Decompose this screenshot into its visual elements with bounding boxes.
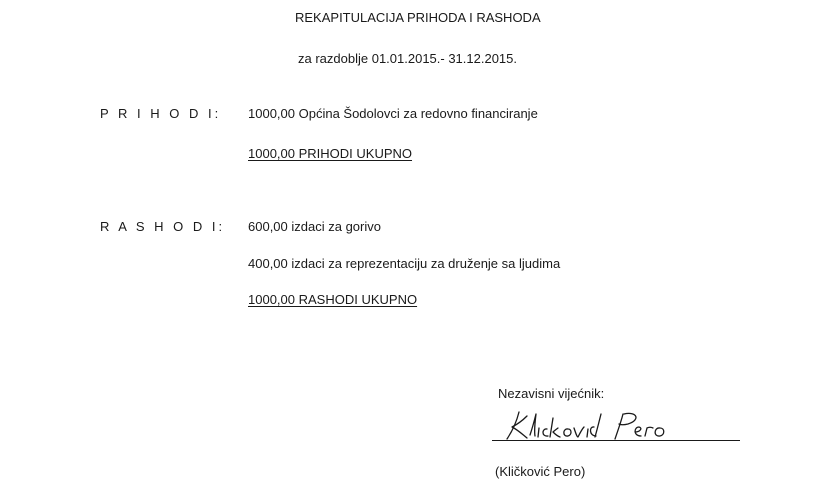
income-item-1: 1000,00 Općina Šodolovci za redovno financiranje [248, 106, 538, 121]
expenses-total: 1000,00 RASHODI UKUPNO [248, 292, 418, 307]
signature-role: Nezavisni vijećnik: [498, 386, 605, 401]
handwritten-signature [497, 408, 687, 442]
income-total: 1000,00 PRIHODI UKUPNO [248, 146, 413, 161]
document-period: za razdoblje 01.01.2015.- 31.12.2015. [298, 51, 518, 66]
signature-name: (Kličković Pero) [495, 464, 586, 479]
income-label: P R I H O D I: [100, 106, 222, 121]
expenses-label: R A S H O D I: [100, 219, 226, 234]
expense-item-1: 600,00 izdaci za gorivo [248, 219, 381, 234]
signature-line [492, 440, 740, 441]
document-title: REKAPITULACIJA PRIHODA I RASHODA [295, 10, 541, 25]
expense-item-2: 400,00 izdaci za reprezentaciju za druženje sa ljudima [248, 256, 561, 271]
